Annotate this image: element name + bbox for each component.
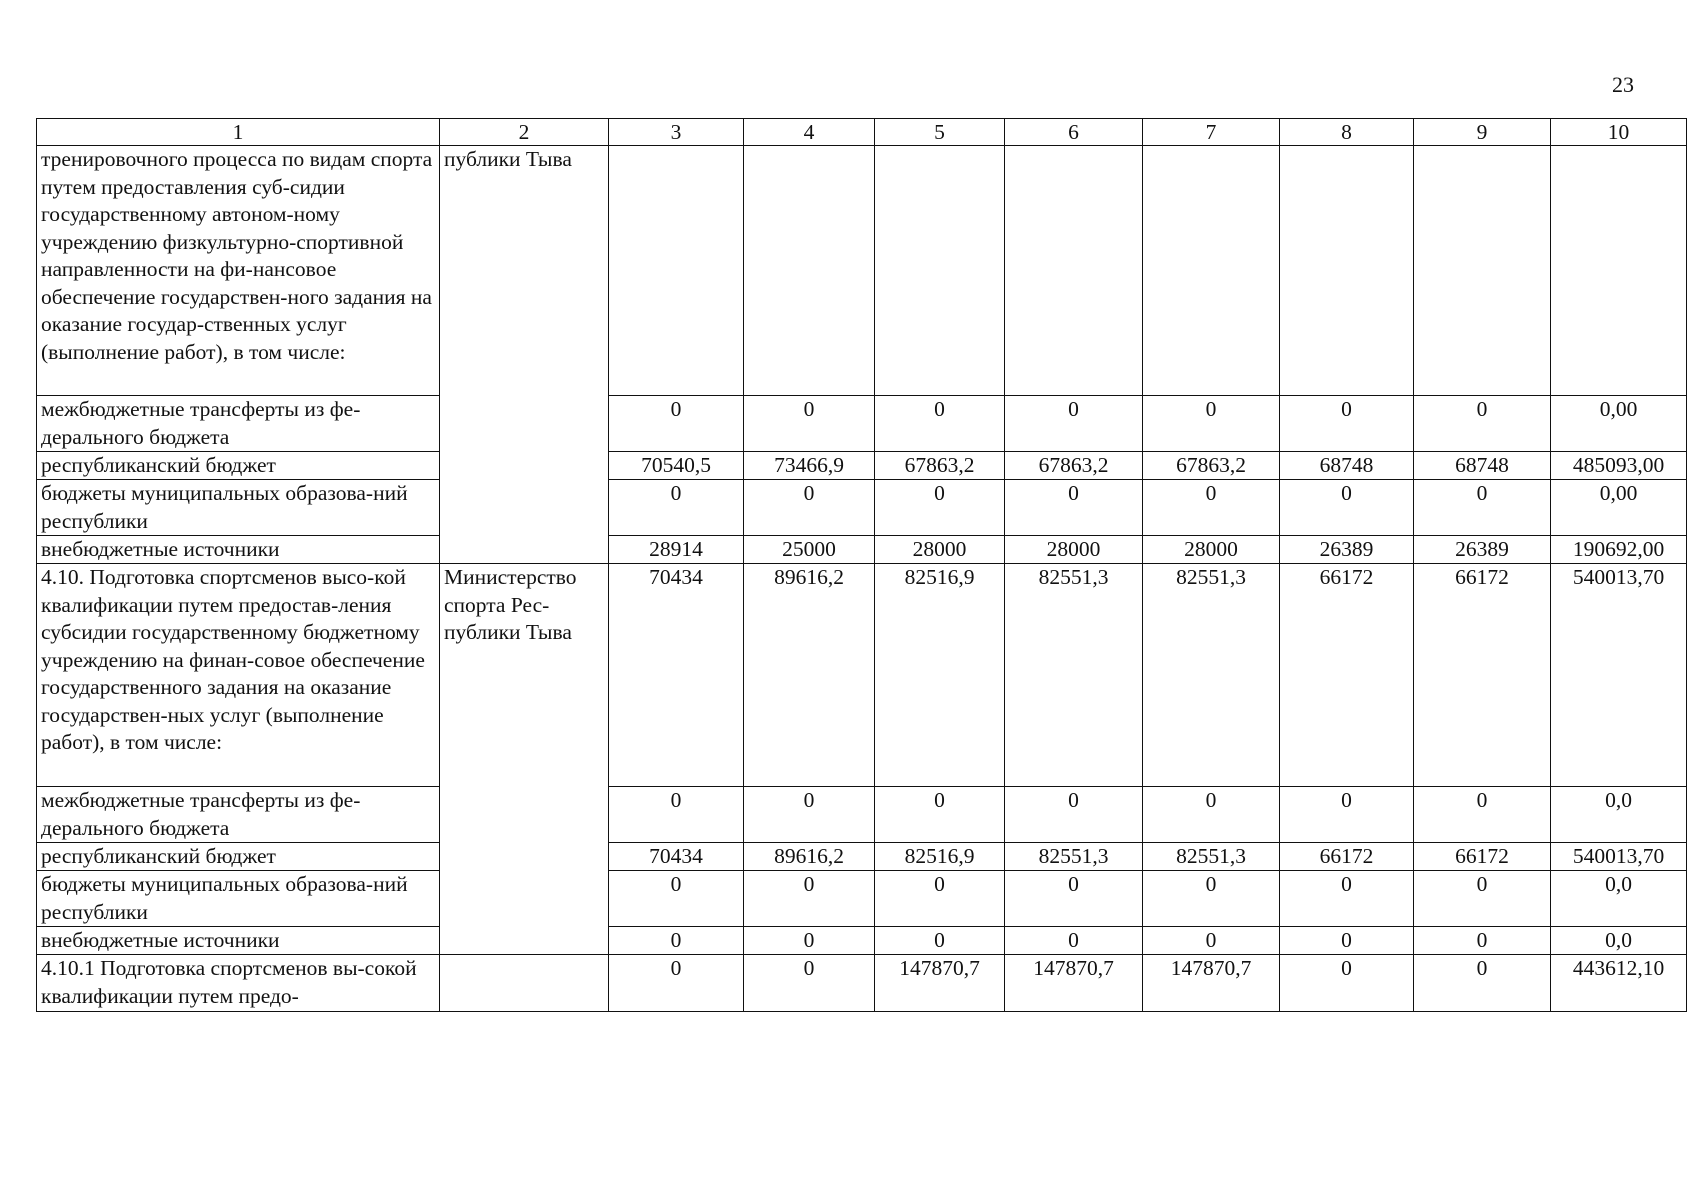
value-cell: 0 [1143, 787, 1280, 843]
row-description: 4.10.1 Подготовка спортсменов вы-сокой квалификации путем предо- [37, 955, 440, 1012]
value-cell: 67863,2 [1005, 452, 1143, 480]
header-cell: 3 [609, 119, 744, 146]
page-number: 23 [1612, 72, 1634, 97]
value-cell: 0 [1005, 396, 1143, 452]
value-cell: 0 [609, 955, 744, 1012]
value-cell [1551, 146, 1687, 396]
value-cell: 0 [609, 480, 744, 536]
table-row [37, 536, 1687, 564]
header-cell: 5 [875, 119, 1005, 146]
table-row [37, 452, 1687, 480]
value-cell: 0,00 [1551, 480, 1687, 536]
table-row [37, 843, 1687, 871]
table-row [37, 396, 1687, 452]
row-description: 4.10. Подготовка спортсменов высо-кой квалификации путем предостав-ления субсидии государственному бюджетному учреждению на финан-совое обеспечение государственного задания на оказание государствен-ных услуг (выполнение работ), в том числе: [37, 564, 440, 787]
value-cell: 147870,7 [1005, 955, 1143, 1012]
value-cell: 73466,9 [744, 452, 875, 480]
value-cell: 0 [744, 871, 875, 927]
value-cell: 0 [1143, 480, 1280, 536]
value-cell: 0 [1005, 787, 1143, 843]
table-row [37, 787, 1687, 843]
header-cell: 4 [744, 119, 875, 146]
value-cell: 67863,2 [875, 452, 1005, 480]
value-cell: 0 [1280, 955, 1414, 1012]
value-cell: 68748 [1280, 452, 1414, 480]
value-cell: 89616,2 [744, 564, 875, 787]
row-description: бюджеты муниципальных образова-ний республики [37, 480, 440, 536]
table-row [37, 480, 1687, 536]
value-cell: 0 [1143, 871, 1280, 927]
row-description: межбюджетные трансферты из фе-дерального бюджета [37, 787, 440, 843]
table-header-row [37, 119, 1687, 146]
value-cell: 66172 [1280, 564, 1414, 787]
row-description: республиканский бюджет [37, 843, 440, 871]
value-cell: 147870,7 [875, 955, 1005, 1012]
value-cell: 0 [1414, 396, 1551, 452]
row-executor [440, 955, 609, 1012]
value-cell [744, 146, 875, 396]
value-cell: 0 [609, 787, 744, 843]
value-cell: 485093,00 [1551, 452, 1687, 480]
table-row [37, 564, 1687, 787]
row-description: республиканский бюджет [37, 452, 440, 480]
row-description: межбюджетные трансферты из фе-дерального бюджета [37, 396, 440, 452]
header-cell: 10 [1551, 119, 1687, 146]
value-cell: 0,00 [1551, 396, 1687, 452]
header-cell: 2 [440, 119, 609, 146]
budget-table [36, 118, 1687, 1012]
value-cell: 0 [1280, 396, 1414, 452]
value-cell: 443612,10 [1551, 955, 1687, 1012]
header-cell: 6 [1005, 119, 1143, 146]
table-row [37, 955, 1687, 1012]
table-row [37, 927, 1687, 955]
value-cell: 66172 [1414, 843, 1551, 871]
value-cell: 0 [1005, 871, 1143, 927]
value-cell: 26389 [1280, 536, 1414, 564]
value-cell: 0 [744, 787, 875, 843]
value-cell: 147870,7 [1143, 955, 1280, 1012]
row-executor: Министерство спорта Рес-публики Тыва [440, 564, 609, 955]
value-cell: 82551,3 [1143, 564, 1280, 787]
header-cell: 8 [1280, 119, 1414, 146]
value-cell: 82551,3 [1005, 564, 1143, 787]
value-cell: 0 [744, 480, 875, 536]
value-cell: 540013,70 [1551, 564, 1687, 787]
value-cell: 70434 [609, 843, 744, 871]
value-cell: 0 [1414, 955, 1551, 1012]
value-cell [1005, 146, 1143, 396]
value-cell [1143, 146, 1280, 396]
row-description: внебюджетные источники [37, 927, 440, 955]
value-cell: 28000 [875, 536, 1005, 564]
value-cell: 0 [1005, 480, 1143, 536]
value-cell: 82551,3 [1005, 843, 1143, 871]
row-description: бюджеты муниципальных образова-ний республики [37, 871, 440, 927]
value-cell: 0 [875, 787, 1005, 843]
header-cell: 1 [37, 119, 440, 146]
value-cell: 0 [1414, 480, 1551, 536]
value-cell: 0 [875, 927, 1005, 955]
value-cell: 70434 [609, 564, 744, 787]
header-cell: 7 [1143, 119, 1280, 146]
row-description: тренировочного процесса по видам спорта путем предоставления суб-сидии государственному автоном-ному учреждению физкультурно-спортивной направленности на фи-нансовое обеспечение государствен-ного задания на оказание государ-ственных услуг (выполнение работ), в том числе: [37, 146, 440, 396]
value-cell: 0 [1005, 927, 1143, 955]
value-cell: 67863,2 [1143, 452, 1280, 480]
value-cell: 28914 [609, 536, 744, 564]
value-cell: 0 [1414, 787, 1551, 843]
value-cell: 82516,9 [875, 564, 1005, 787]
value-cell: 0,0 [1551, 787, 1687, 843]
row-executor: публики Тыва [440, 146, 609, 564]
value-cell: 0 [1280, 927, 1414, 955]
value-cell: 0 [875, 871, 1005, 927]
row-description: внебюджетные источники [37, 536, 440, 564]
value-cell: 0 [1143, 927, 1280, 955]
table-row [37, 871, 1687, 927]
value-cell: 0 [1280, 480, 1414, 536]
value-cell: 28000 [1005, 536, 1143, 564]
value-cell: 82516,9 [875, 843, 1005, 871]
value-cell: 0,0 [1551, 871, 1687, 927]
value-cell: 0 [1414, 927, 1551, 955]
value-cell: 0 [1280, 787, 1414, 843]
value-cell: 0 [744, 955, 875, 1012]
table-row [37, 146, 1687, 396]
value-cell: 540013,70 [1551, 843, 1687, 871]
value-cell [875, 146, 1005, 396]
value-cell: 28000 [1143, 536, 1280, 564]
value-cell: 25000 [744, 536, 875, 564]
value-cell: 0,0 [1551, 927, 1687, 955]
value-cell: 0 [744, 396, 875, 452]
value-cell: 70540,5 [609, 452, 744, 480]
value-cell [1414, 146, 1551, 396]
value-cell: 89616,2 [744, 843, 875, 871]
value-cell [1280, 146, 1414, 396]
value-cell: 0 [609, 396, 744, 452]
value-cell: 0 [609, 871, 744, 927]
value-cell: 68748 [1414, 452, 1551, 480]
value-cell: 0 [609, 927, 744, 955]
value-cell [609, 146, 744, 396]
value-cell: 190692,00 [1551, 536, 1687, 564]
value-cell: 0 [1280, 871, 1414, 927]
value-cell: 82551,3 [1143, 843, 1280, 871]
value-cell: 0 [875, 480, 1005, 536]
value-cell: 66172 [1280, 843, 1414, 871]
value-cell: 0 [875, 396, 1005, 452]
value-cell: 66172 [1414, 564, 1551, 787]
value-cell: 26389 [1414, 536, 1551, 564]
value-cell: 0 [744, 927, 875, 955]
value-cell: 0 [1414, 871, 1551, 927]
value-cell: 0 [1143, 396, 1280, 452]
header-cell: 9 [1414, 119, 1551, 146]
